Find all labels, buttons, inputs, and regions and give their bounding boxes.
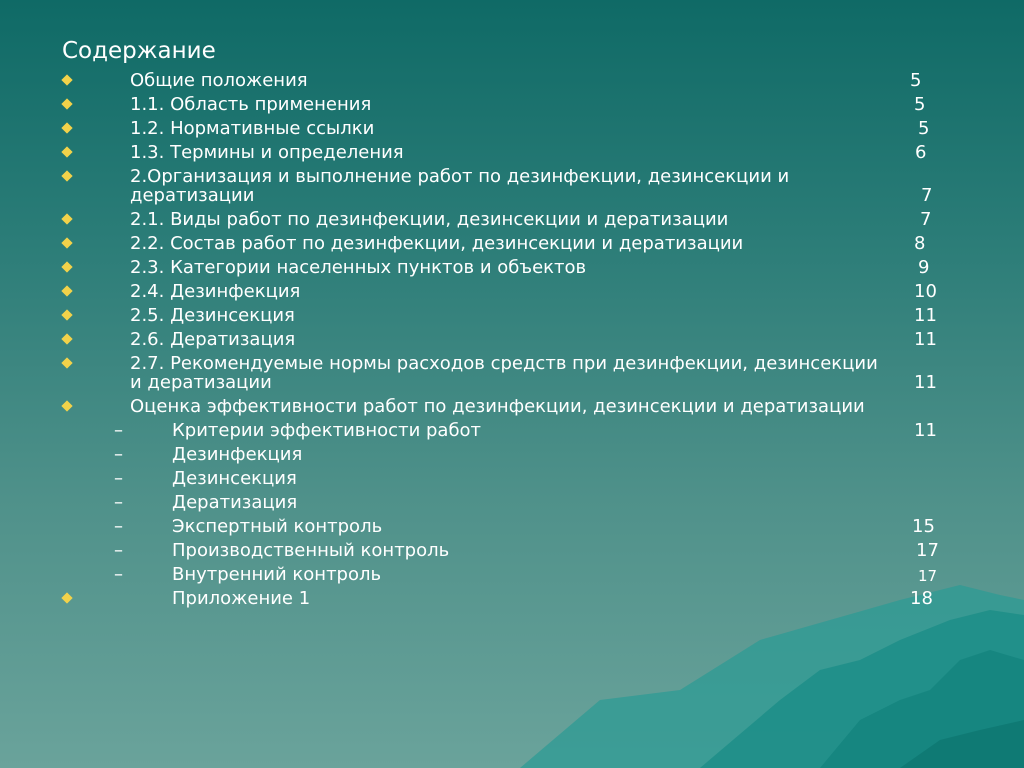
toc-item-page: 5: [918, 118, 930, 139]
toc-item-label: 1.3. Термины и определения: [130, 142, 404, 163]
toc-subitem-label: Внутренний контроль: [172, 564, 382, 585]
toc-subitem-label: Дератизация: [172, 492, 298, 513]
toc-subitem-label: Дезинфекция: [172, 444, 303, 465]
toc-item-label: Общие положения: [130, 70, 308, 91]
toc-item-label: Приложение 1: [172, 588, 311, 609]
toc-item-label: 2.7. Рекомендуемые нормы расходов средств при дезинфекции, дезинсекции: [130, 353, 878, 374]
toc-item-page: 17: [916, 540, 939, 561]
toc-item-label: 2.1. Виды работ по дезинфекции, дезинсекции и дератизации: [130, 209, 729, 230]
toc-item-page: 11: [914, 305, 937, 326]
toc-item-label: 2.5. Дезинсекция: [130, 305, 295, 326]
toc-item-page: 7: [921, 185, 933, 206]
toc-item-page: 18: [910, 588, 933, 609]
toc-item-label: 1.1. Область применения: [130, 94, 372, 115]
toc-item-label: 2.Организация и выполнение работ по дезинфекции, дезинсекции и: [130, 166, 790, 187]
toc-subitem-label: Критерии эффективности работ: [172, 420, 482, 441]
toc-item-label: 2.6. Дератизация: [130, 329, 296, 350]
page-title: Содержание: [62, 38, 216, 64]
toc-item-page: 11: [914, 372, 937, 393]
dash-bullet: –: [114, 444, 123, 465]
toc-item-page: 11: [914, 329, 937, 350]
dash-bullet: –: [114, 468, 123, 489]
toc-item-label-cont: и дератизации: [130, 372, 272, 393]
toc-item-label-cont: дератизации: [130, 185, 255, 206]
toc-item-page: 7: [920, 209, 932, 230]
dash-bullet: –: [114, 420, 123, 441]
toc-subitem-label: Экспертный контроль: [172, 516, 383, 537]
toc-item-label: Оценка эффективности работ по дезинфекции, дезинсекции и дератизации: [130, 396, 865, 417]
toc-item-page: 5: [910, 70, 922, 91]
dash-bullet: –: [114, 516, 123, 537]
toc-item-page: 6: [915, 142, 927, 163]
dash-bullet: –: [114, 540, 123, 561]
dash-bullet: –: [114, 492, 123, 513]
toc-item-label: 2.4. Дезинфекция: [130, 281, 301, 302]
toc-item-label: 2.2. Состав работ по дезинфекции, дезинсекции и дератизации: [130, 233, 744, 254]
toc-subitem-label: Дезинсекция: [172, 468, 297, 489]
toc-item-page: 11: [914, 420, 937, 441]
toc-item-page: 5: [914, 94, 926, 115]
toc-item-page: 10: [914, 281, 937, 302]
toc-subitem-label: Производственный контроль: [172, 540, 450, 561]
dash-bullet: –: [114, 564, 123, 585]
toc-item-label: 1.2. Нормативные ссылки: [130, 118, 375, 139]
toc-item-page: 9: [918, 257, 930, 278]
toc-item-page: 15: [912, 516, 935, 537]
toc-item-page: 17: [918, 567, 938, 585]
toc-item-page: 8: [914, 233, 926, 254]
toc-item-label: 2.3. Категории населенных пунктов и объектов: [130, 257, 587, 278]
